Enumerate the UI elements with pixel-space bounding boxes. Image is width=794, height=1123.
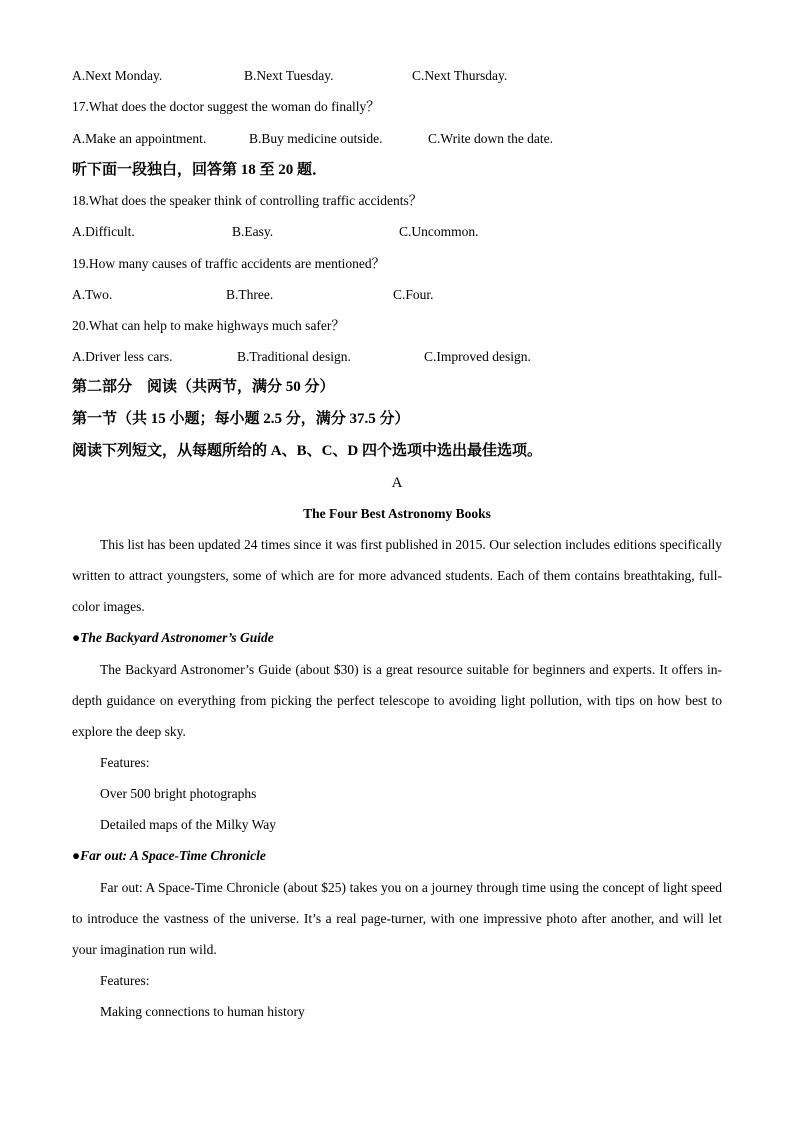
book2-feature-item: Making connections to human history <box>100 1004 305 1019</box>
book1-feature-item: Detailed maps of the Milky Way <box>100 817 277 832</box>
book2-description: Far out: A Space-Time Chronicle (about $25) takes you on a journey through time using the concept of light speed to introduce the vastness of the universe. It’s a real page-turner, with one impressive photo after another, and will let your imagination run wild. <box>72 880 722 958</box>
passage-letter: A <box>391 475 403 491</box>
passage-title: The Four Best Astronomy Books <box>303 506 491 521</box>
book1-title: ●The Backyard Astronomer’s Guide <box>72 630 274 645</box>
q16-option-b: B.Next Tuesday. <box>244 68 334 83</box>
book1-description: The Backyard Astronomer’s Guide (about $30) is a great resource suitable for beginners and experts. It offers in-depth guidance on everything from picking the perfect telescope to avoiding light pollution, with tips on how best to explore the deep sky. <box>72 662 722 740</box>
q19-question: 19.How many causes of traffic accidents are mentioned？ <box>72 256 386 271</box>
q18-question: 18.What does the speaker think of controlling traffic accidents？ <box>72 193 423 208</box>
q18-option-b: B.Easy. <box>232 224 274 239</box>
part2-heading: 第二部分 阅读（共两节，满分 50 分） <box>72 379 335 395</box>
q18-option-a: A.Difficult. <box>72 224 135 239</box>
q20-question: 20.What can help to make highways much safer？ <box>72 318 345 333</box>
reading-instruction: 阅读下列短文，从每题所给的 A、B、C、D 四个选项中选出最佳选项。 <box>72 443 543 459</box>
passage-intro: This list has been updated 24 times since it was first published in 2015. Our selection includes editions specifically written to attract youngsters, some of which are for more advanced students. Each of them contains breathtaking, full-color images. <box>72 537 722 615</box>
q17-question: 17.What does the doctor suggest the woman do finally？ <box>72 99 380 114</box>
q19-option-a: A.Two. <box>72 287 113 302</box>
q18-option-c: C.Uncommon. <box>399 224 479 239</box>
q19-option-b: B.Three. <box>226 287 274 302</box>
book2-features-label: Features: <box>100 973 150 988</box>
q17-option-c: C.Write down the date. <box>428 131 554 146</box>
q17-option-b: B.Buy medicine outside. <box>249 131 383 146</box>
book1-features-label: Features: <box>100 755 150 770</box>
section-heading-18-20: 听下面一段独白，回答第 18 至 20 题． <box>72 162 328 178</box>
q16-option-c: C.Next Thursday. <box>412 68 508 83</box>
q20-option-c: C.Improved design. <box>424 349 531 364</box>
q17-option-a: A.Make an appointment. <box>72 131 207 146</box>
q16-option-a: A.Next Monday. <box>72 68 163 83</box>
q20-option-a: A.Driver less cars. <box>72 349 173 364</box>
section1-heading: 第一节（共 15 小题；每小题 2.5 分，满分 37.5 分） <box>72 411 410 427</box>
q19-option-c: C.Four. <box>393 287 434 302</box>
q20-option-b: B.Traditional design. <box>237 349 351 364</box>
book2-title: ●Far out: A Space-Time Chronicle <box>72 848 266 863</box>
book1-feature-item: Over 500 bright photographs <box>100 786 257 801</box>
